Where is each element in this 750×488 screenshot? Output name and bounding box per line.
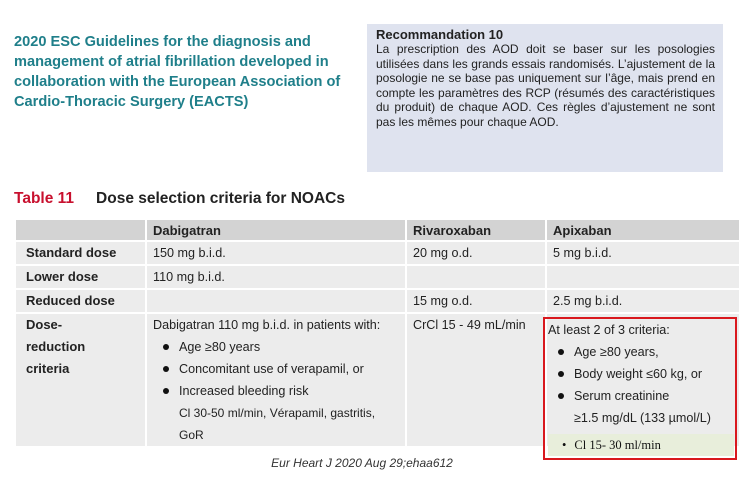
- cell-apixaban: 2.5 mg b.i.d.: [546, 289, 739, 313]
- recommendation-box: [367, 24, 723, 172]
- cell-apixaban: [546, 265, 739, 289]
- cell-rivaroxaban: 20 mg o.d.: [406, 241, 546, 265]
- column-header-apixaban: Apixaban: [546, 220, 739, 241]
- dabigatran-clearance-note: Cl 30-50 ml/min, Vérapamil, gastritis, GoR: [179, 406, 376, 442]
- list-item: Increased bleeding risk: [153, 380, 401, 402]
- dabigatran-criteria-lead: Dabigatran 110 mg b.i.d. in patients with:: [153, 318, 381, 332]
- table-row: [15, 241, 739, 265]
- cell-rivaroxaban: 15 mg o.d.: [406, 289, 546, 313]
- cell-rivaroxaban-criteria: CrCl 15 - 49 mL/min: [406, 313, 546, 446]
- highlight-box: [543, 317, 737, 460]
- column-header-dabigatran: Dabigatran: [146, 220, 406, 241]
- cell-dabigatran: 110 mg b.i.d.: [146, 265, 406, 289]
- cell-dabigatran: [146, 289, 406, 313]
- apixaban-criteria-lead: At least 2 of 3 criteria:: [548, 323, 670, 337]
- apixaban-criteria-continuation: ≥1.5 mg/dL (133 µmol/L): [574, 411, 711, 425]
- list-item: Concomitant use of verapamil, or: [153, 358, 401, 380]
- citation-text: Eur Heart J 2020 Aug 29;ehaa612: [271, 456, 453, 470]
- guideline-title: 2020 ESC Guidelines for the diagnosis and management of atrial fibrillation developed in collaboration with the European Association of Cardio-Thoracic Surgery (EACTS): [14, 34, 341, 110]
- row-label: Lower dose: [15, 265, 146, 289]
- row-label: Dose-reduction criteria: [15, 313, 146, 446]
- table-number: Table 11: [14, 190, 75, 207]
- cell-rivaroxaban: [406, 265, 546, 289]
- dabigatran-criteria-list: [153, 336, 401, 402]
- cell-dabigatran-criteria: [146, 313, 406, 446]
- table-title: Dose selection criteria for NOACs: [96, 190, 345, 207]
- list-item: Age ≥80 years: [153, 336, 401, 358]
- list-item: Age ≥80 years,: [548, 341, 736, 363]
- table-row: [15, 265, 739, 289]
- table-heading: [14, 190, 345, 208]
- list-item: Body weight ≤60 kg, or: [548, 363, 736, 385]
- cell-apixaban: 5 mg b.i.d.: [546, 241, 739, 265]
- list-item: Serum creatinine: [548, 385, 736, 407]
- cell-dabigatran: 150 mg b.i.d.: [146, 241, 406, 265]
- row-label: Standard dose: [15, 241, 146, 265]
- column-header-rivaroxaban: Rivaroxaban: [406, 220, 546, 241]
- apixaban-clearance-text: Cl 15- 30 ml/min: [574, 438, 661, 452]
- bullet-icon: •: [562, 438, 567, 452]
- column-header-empty: [15, 220, 146, 241]
- recommendation-title: Recommandation 10: [376, 27, 504, 42]
- table-header-row: [15, 220, 739, 241]
- recommendation-text: La prescription des AOD doit se baser sur les posologies utilisées dans les grands essais randomisés. L’ajustement de la posologie ne se base pas uniquement sur l’âge, mais prend en compte les paramètres des RCP (résumés des caractéristiques du produit) de chaque AOD. Ces règles d’ajustement ne sont pas les mêmes pour chaque AOD.: [376, 42, 715, 129]
- citation: [0, 456, 750, 470]
- table-row: [15, 289, 739, 313]
- row-label: Reduced dose: [15, 289, 146, 313]
